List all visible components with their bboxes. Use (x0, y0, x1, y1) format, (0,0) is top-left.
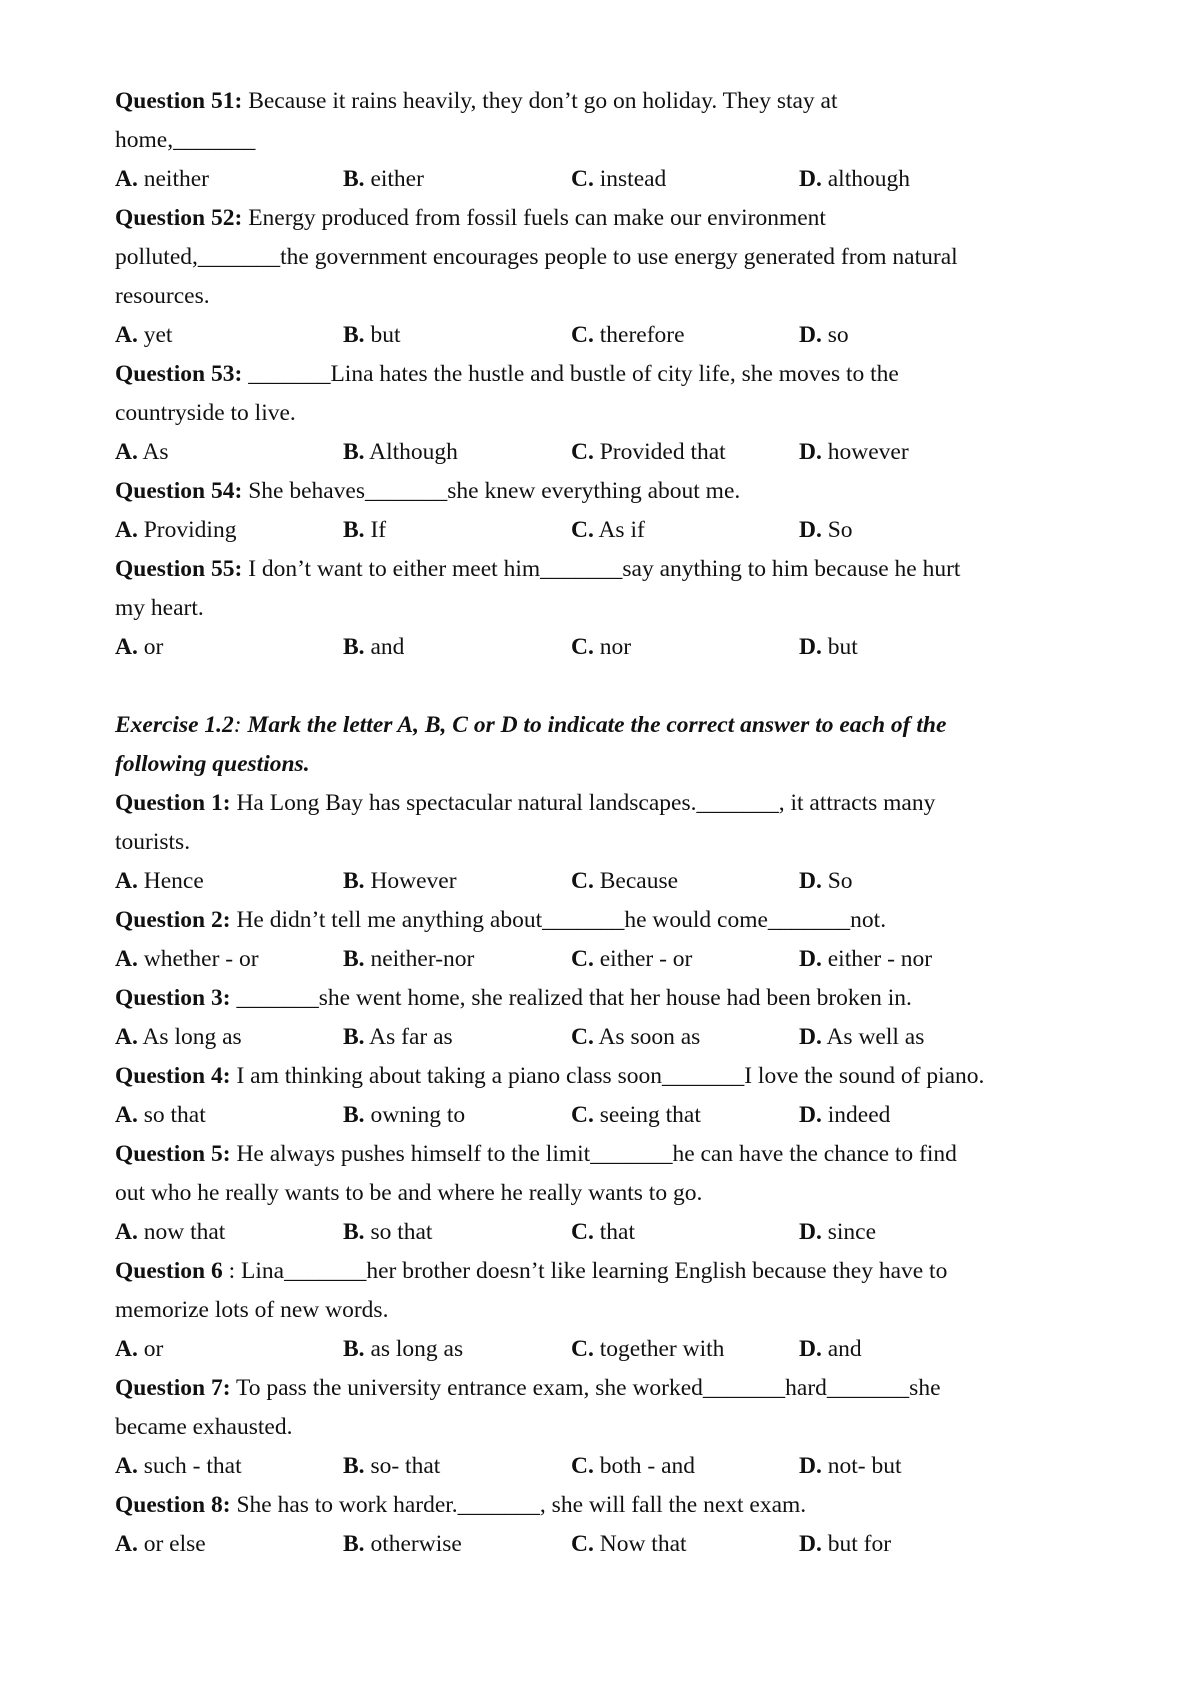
worksheet-page (115, 82, 1115, 1564)
answer-option-a[interactable] (115, 1018, 242, 1057)
option-letter: C. (571, 322, 594, 348)
answer-option-c[interactable] (571, 316, 685, 355)
question-block (115, 472, 1115, 550)
answer-option-b[interactable] (343, 940, 474, 979)
option-letter: C. (571, 1219, 594, 1245)
answer-options (115, 316, 1115, 355)
option-letter: B. (343, 517, 365, 543)
option-letter: B. (343, 946, 365, 972)
option-text: As well as (826, 1024, 925, 1050)
answer-option-a[interactable] (115, 511, 236, 550)
option-letter: B. (343, 1336, 365, 1362)
option-letter: C. (571, 1336, 594, 1362)
option-text: If (370, 517, 387, 543)
option-letter: C. (571, 517, 594, 543)
question-stem (115, 1252, 1115, 1291)
answer-options (115, 862, 1115, 901)
option-text: indeed (827, 1102, 891, 1128)
option-text: as long as (370, 1336, 464, 1362)
option-text: As long as (142, 1024, 242, 1050)
question-label: Question 6 (115, 1258, 223, 1284)
question-label: Question 54: (115, 478, 243, 504)
answer-option-c[interactable] (571, 1447, 695, 1486)
question-block (115, 82, 1115, 199)
answer-options (115, 1213, 1115, 1252)
option-text: however (827, 439, 909, 465)
question-label: Question 3: (115, 985, 231, 1011)
question-block (115, 355, 1115, 472)
question-stem-continuation (115, 1408, 1115, 1447)
answer-option-b[interactable] (343, 433, 458, 472)
option-text: not- but (827, 1453, 902, 1479)
question-stem-continuation (115, 1291, 1115, 1330)
option-letter: B. (343, 322, 365, 348)
question-text: He didn’t tell me anything about_______he would come_______not. (236, 907, 887, 933)
option-text: that (599, 1219, 635, 1245)
option-letter: B. (343, 634, 365, 660)
question-text: became exhausted. (115, 1414, 293, 1440)
answer-options (115, 1525, 1115, 1564)
exercise-label: Exercise 1.2 (115, 712, 234, 738)
answer-option-a[interactable] (115, 160, 209, 199)
option-letter: C. (571, 1102, 594, 1128)
question-stem (115, 901, 1115, 940)
option-letter: A. (115, 322, 138, 348)
question-text: out who he really wants to be and where he really wants to go. (115, 1180, 703, 1206)
answer-option-b[interactable] (343, 628, 404, 667)
answer-option-d[interactable] (799, 1213, 876, 1252)
option-letter: B. (343, 166, 365, 192)
option-text: otherwise (370, 1531, 462, 1557)
option-letter: D. (799, 166, 822, 192)
option-letter: C. (571, 634, 594, 660)
question-block (115, 550, 1115, 667)
answer-option-b[interactable] (343, 160, 424, 199)
answer-option-a[interactable] (115, 862, 204, 901)
option-text: therefore (599, 322, 685, 348)
answer-options (115, 1447, 1115, 1486)
answer-option-d[interactable] (799, 628, 858, 667)
answer-options (115, 1096, 1115, 1135)
option-text: So (827, 517, 853, 543)
question-block (115, 1252, 1115, 1369)
option-text: instead (599, 166, 667, 192)
option-letter: C. (571, 439, 594, 465)
questions-51-55 (115, 82, 1115, 667)
question-stem (115, 199, 1115, 238)
answer-option-c[interactable] (571, 628, 631, 667)
option-text: either - or (599, 946, 693, 972)
option-text: As if (598, 517, 645, 543)
question-label: Question 5: (115, 1141, 231, 1167)
option-letter: D. (799, 439, 822, 465)
option-letter: C. (571, 166, 594, 192)
answer-option-b[interactable] (343, 1018, 453, 1057)
option-letter: B. (343, 1531, 365, 1557)
question-text: I am thinking about taking a piano class soon_______I love the sound of piano. (236, 1063, 985, 1089)
answer-option-a[interactable] (115, 316, 172, 355)
question-block (115, 1486, 1115, 1564)
question-label: Question 51: (115, 88, 243, 114)
answer-option-c[interactable] (571, 1525, 687, 1564)
question-stem (115, 472, 1115, 511)
option-letter: A. (115, 439, 138, 465)
question-text: I don’t want to either meet him_______say anything to him because he hurt (248, 556, 961, 582)
answer-option-d[interactable] (799, 1096, 890, 1135)
option-text: so- that (370, 1453, 441, 1479)
answer-option-c[interactable] (571, 940, 692, 979)
answer-option-a[interactable] (115, 433, 169, 472)
option-letter: B. (343, 1219, 365, 1245)
answer-option-a[interactable] (115, 1447, 242, 1486)
answer-option-c[interactable] (571, 511, 645, 550)
option-letter: C. (571, 1453, 594, 1479)
question-text: Because it rains heavily, they don’t go on holiday. They stay at (248, 88, 838, 114)
option-letter: D. (799, 1102, 822, 1128)
option-text: Although (369, 439, 458, 465)
question-stem (115, 1486, 1115, 1525)
answer-option-d[interactable] (799, 316, 849, 355)
answer-option-b[interactable] (343, 1096, 465, 1135)
answer-options (115, 511, 1115, 550)
option-text: together with (599, 1336, 725, 1362)
answer-option-a[interactable] (115, 1330, 163, 1369)
answer-options (115, 940, 1115, 979)
option-text: so that (370, 1219, 433, 1245)
option-letter: D. (799, 946, 822, 972)
option-letter: D. (799, 1531, 822, 1557)
option-text: or (143, 1336, 164, 1362)
option-text: neither-nor (370, 946, 475, 972)
option-text: so that (143, 1102, 206, 1128)
question-text: _______Lina hates the hustle and bustle of city life, she moves to the (248, 361, 899, 387)
answer-option-b[interactable] (343, 862, 457, 901)
option-letter: D. (799, 1336, 822, 1362)
question-stem (115, 1369, 1115, 1408)
answer-option-a[interactable] (115, 1213, 225, 1252)
option-text: but (827, 634, 858, 660)
answer-option-c[interactable] (571, 1213, 635, 1252)
option-letter: D. (799, 517, 822, 543)
question-stem (115, 550, 1115, 589)
option-text: neither (143, 166, 209, 192)
option-letter: A. (115, 166, 138, 192)
answer-option-a[interactable] (115, 1096, 206, 1135)
answer-options (115, 160, 1115, 199)
answer-option-c[interactable] (571, 1330, 724, 1369)
option-letter: A. (115, 1219, 138, 1245)
question-stem-continuation (115, 823, 1115, 862)
exercise-instruction-line-1: Mark the letter A, B, C or D to indicate the correct answer to each of the (247, 712, 947, 738)
question-stem-continuation (115, 394, 1115, 433)
option-text: but for (827, 1531, 892, 1557)
answer-option-b[interactable] (343, 316, 400, 355)
answer-option-a[interactable] (115, 1525, 206, 1564)
question-label: Question 55: (115, 556, 243, 582)
option-text: since (827, 1219, 877, 1245)
exercise-separator: : (233, 712, 248, 738)
answer-option-c[interactable] (571, 433, 726, 472)
question-stem-continuation (115, 1174, 1115, 1213)
option-letter: C. (571, 1024, 594, 1050)
question-block (115, 979, 1115, 1057)
question-text: home,_______ (115, 127, 256, 153)
option-text: and (370, 634, 405, 660)
question-text: To pass the university entrance exam, she worked_______hard_______she (236, 1375, 941, 1401)
answer-option-b[interactable] (343, 1525, 462, 1564)
answer-option-d[interactable] (799, 433, 909, 472)
question-block (115, 901, 1115, 979)
option-text: seeing that (599, 1102, 701, 1128)
answer-option-d[interactable] (799, 160, 910, 199)
answer-option-a[interactable] (115, 940, 259, 979)
question-label: Question 1: (115, 790, 231, 816)
question-text: Ha Long Bay has spectacular natural landscapes._______, it attracts many (236, 790, 936, 816)
question-stem (115, 1135, 1115, 1174)
question-block (115, 784, 1115, 901)
option-text: Providing (143, 517, 237, 543)
question-stem-continuation (115, 121, 1115, 160)
answer-option-c[interactable] (571, 1018, 700, 1057)
answer-option-c[interactable] (571, 862, 678, 901)
question-text: resources. (115, 283, 210, 309)
option-text: and (827, 1336, 862, 1362)
question-text: She has to work harder._______, she will fall the next exam. (236, 1492, 807, 1518)
option-text: or (143, 634, 164, 660)
option-letter: B. (343, 439, 365, 465)
question-label: Question 2: (115, 907, 231, 933)
option-text: yet (143, 322, 173, 348)
question-stem (115, 979, 1115, 1018)
question-label: Question 8: (115, 1492, 231, 1518)
option-text: As (142, 439, 169, 465)
question-text: countryside to live. (115, 400, 296, 426)
question-stem-continuation (115, 277, 1115, 316)
answer-option-d[interactable] (799, 1018, 924, 1057)
question-text: Energy produced from fossil fuels can make our environment (248, 205, 826, 231)
answer-option-d[interactable] (799, 1447, 902, 1486)
option-letter: A. (115, 1453, 138, 1479)
question-stem (115, 784, 1115, 823)
option-text: both - and (599, 1453, 696, 1479)
question-text: He always pushes himself to the limit_______he can have the chance to find (236, 1141, 957, 1167)
option-text: such - that (143, 1453, 242, 1479)
option-letter: B. (343, 1453, 365, 1479)
question-stem (115, 355, 1115, 394)
option-text: So (827, 868, 853, 894)
question-block (115, 1135, 1115, 1252)
answer-option-b[interactable] (343, 511, 386, 550)
answer-option-d[interactable] (799, 862, 853, 901)
option-text: As soon as (598, 1024, 701, 1050)
answer-option-c[interactable] (571, 160, 666, 199)
option-text: As far as (369, 1024, 453, 1050)
option-letter: B. (343, 1024, 365, 1050)
option-text: although (827, 166, 910, 192)
answer-option-b[interactable] (343, 1447, 440, 1486)
option-letter: D. (799, 1024, 822, 1050)
question-text: my heart. (115, 595, 204, 621)
option-text: now that (143, 1219, 226, 1245)
option-text: either (370, 166, 424, 192)
answer-option-b[interactable] (343, 1213, 432, 1252)
question-label: Question 52: (115, 205, 243, 231)
answer-option-d[interactable] (799, 511, 853, 550)
option-letter: C. (571, 946, 594, 972)
question-label: Question 53: (115, 361, 243, 387)
option-letter: A. (115, 1531, 138, 1557)
option-letter: B. (343, 1102, 365, 1128)
option-text: owning to (370, 1102, 466, 1128)
question-label: Question 4: (115, 1063, 231, 1089)
option-text: However (370, 868, 457, 894)
option-letter: D. (799, 868, 822, 894)
question-text: memorize lots of new words. (115, 1297, 389, 1323)
question-text: _______she went home, she realized that her house had been broken in. (236, 985, 912, 1011)
question-stem-continuation (115, 238, 1115, 277)
question-text: polluted,_______the government encourages people to use energy generated from natural (115, 244, 958, 270)
option-text: Provided that (599, 439, 726, 465)
question-stem (115, 1057, 1115, 1096)
answer-option-a[interactable] (115, 628, 163, 667)
answer-options (115, 1330, 1115, 1369)
answer-option-d[interactable] (799, 1525, 891, 1564)
questions-1-8 (115, 784, 1115, 1564)
option-letter: D. (799, 634, 822, 660)
option-text: nor (599, 634, 632, 660)
option-text: or else (143, 1531, 206, 1557)
question-stem-continuation (115, 589, 1115, 628)
option-letter: D. (799, 322, 822, 348)
question-text: tourists. (115, 829, 191, 855)
option-letter: C. (571, 868, 594, 894)
answer-option-c[interactable] (571, 1096, 701, 1135)
question-block (115, 199, 1115, 355)
option-letter: D. (799, 1453, 822, 1479)
option-letter: A. (115, 634, 138, 660)
question-block (115, 1369, 1115, 1486)
option-letter: A. (115, 517, 138, 543)
option-text: Hence (143, 868, 204, 894)
question-label: Question 7: (115, 1375, 231, 1401)
answer-options (115, 628, 1115, 667)
answer-option-d[interactable] (799, 940, 932, 979)
option-letter: A. (115, 1024, 138, 1050)
section-gap (115, 667, 1115, 706)
exercise-heading (115, 706, 1115, 745)
question-stem (115, 82, 1115, 121)
question-text: : Lina_______her brother doesn’t like learning English because they have to (228, 1258, 948, 1284)
answer-option-d[interactable] (799, 1330, 862, 1369)
answer-option-b[interactable] (343, 1330, 463, 1369)
option-letter: D. (799, 1219, 822, 1245)
answer-options (115, 433, 1115, 472)
question-block (115, 1057, 1115, 1135)
option-text: Now that (599, 1531, 687, 1557)
exercise-instruction-line-2: following questions. (115, 751, 310, 777)
option-letter: A. (115, 868, 138, 894)
option-text: Because (599, 868, 679, 894)
question-text: She behaves_______she knew everything about me. (248, 478, 741, 504)
option-text: either - nor (827, 946, 933, 972)
option-text: whether - or (143, 946, 259, 972)
option-letter: C. (571, 1531, 594, 1557)
option-letter: B. (343, 868, 365, 894)
option-text: so (827, 322, 849, 348)
option-letter: A. (115, 1102, 138, 1128)
option-letter: A. (115, 1336, 138, 1362)
answer-options (115, 1018, 1115, 1057)
option-letter: A. (115, 946, 138, 972)
option-text: but (370, 322, 401, 348)
